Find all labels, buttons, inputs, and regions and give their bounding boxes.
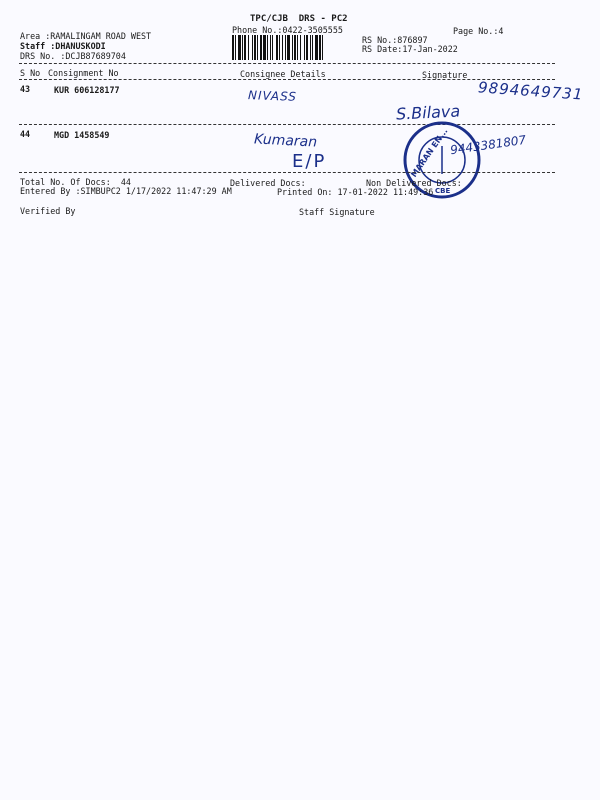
verified-by-label: Verified By: [20, 206, 76, 216]
svg-text:MARAN EN...: MARAN EN...: [409, 126, 450, 179]
document-title: TPC/CJB DRS - PC2: [250, 14, 348, 24]
phone-number: Phone No.:0422-3505555: [232, 25, 343, 35]
divider: [19, 79, 555, 80]
entered-by: Entered By :SIMBUPC2 1/17/2022 11:47:29 AM: [20, 186, 232, 196]
rs-number: RS No.:876897: [362, 35, 428, 45]
barcode-image: [232, 35, 352, 60]
handwritten-consignee-name: NIVASS: [247, 88, 298, 104]
drs-number: DRS No. :DCJB87689704: [20, 51, 126, 61]
row-consignment-no: MGD 1458549: [54, 130, 110, 140]
row-sno: 43: [20, 84, 31, 94]
handwritten-phone-number: 9443381807: [449, 132, 527, 158]
column-header-signature: Signature: [422, 70, 468, 80]
divider: [19, 63, 555, 64]
row-consignment-no: KUR 606128177: [54, 85, 120, 95]
page-number: Page No.:4: [453, 26, 504, 36]
column-header-consignee: Consignee Details: [240, 69, 326, 79]
svg-text:CBE: CBE: [435, 187, 451, 195]
rs-date: RS Date:17-Jan-2022: [362, 44, 458, 54]
handwritten-signature: S.Bilava: [395, 101, 461, 124]
handwritten-phone-number: 9894649731: [477, 78, 584, 104]
handwritten-id-note: E/P: [292, 151, 327, 172]
printed-on: Printed On: 17-01-2022 11:49:36: [277, 187, 434, 197]
staff-name: Staff :DHANUSKODI: [20, 41, 106, 51]
divider: [19, 172, 555, 173]
row-sno: 44: [20, 129, 31, 139]
total-docs: Total No. Of Docs: 44: [20, 177, 131, 187]
non-delivered-docs: Non Delivered Docs:: [366, 178, 462, 188]
handwritten-consignee-name: Kumaran: [253, 131, 318, 151]
delivered-docs: Delivered Docs:: [230, 178, 306, 188]
area-label: Area :RAMALINGAM ROAD WEST: [20, 31, 152, 41]
column-header-consignment: Consignment No: [48, 68, 119, 78]
column-header-sno: S No: [20, 68, 41, 78]
staff-signature-label: Staff Signature: [299, 207, 375, 217]
